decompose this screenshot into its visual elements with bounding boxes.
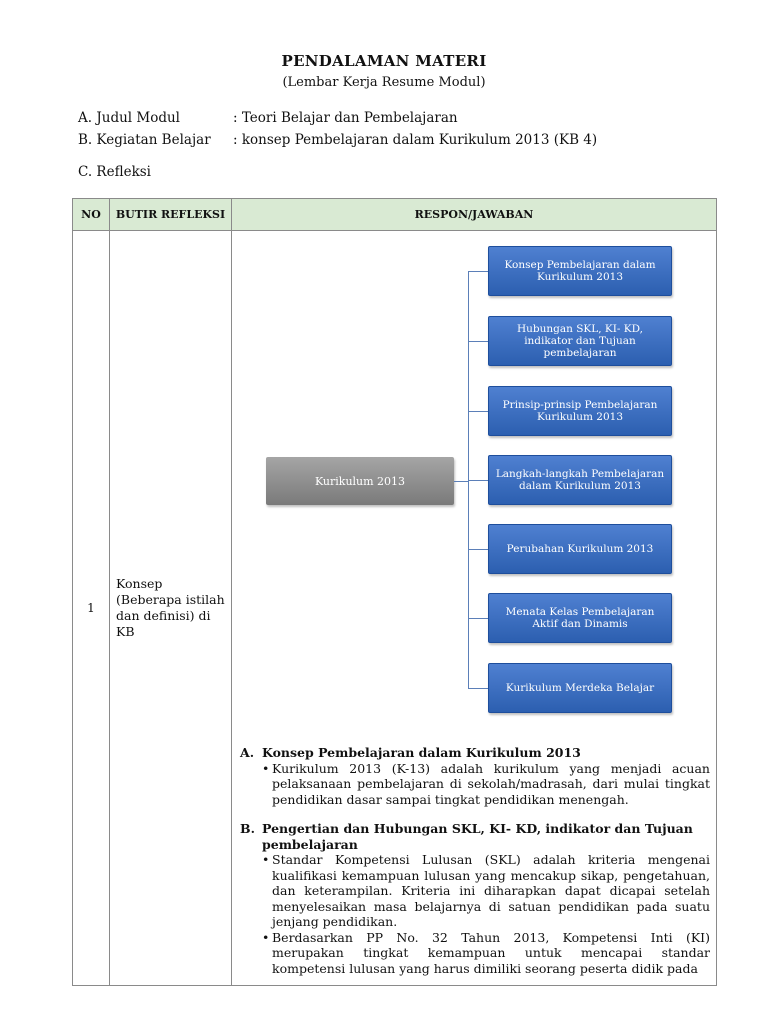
list-item — [262, 930, 710, 977]
section-b-letter: B. — [240, 821, 255, 836]
section-a-letter: A. — [240, 745, 255, 760]
header-respon-jawaban: RESPON/JAWABAN — [232, 199, 717, 231]
diagram-root-node: Kurikulum 2013 — [266, 457, 454, 505]
diagram-connector — [468, 341, 488, 342]
diagram-branch-node: Perubahan Kurikulum 2013 — [488, 524, 672, 574]
list-item — [262, 852, 710, 930]
section-a-bullet-1: Kurikulum 2013 (K-13) adalah kurikulum yang menjadi acuan pelaksanaan pembelajaran di sekolah/madrasah, dari mulai tingkat pendidikan dasar sampai tingkat pendidikan menengah. — [272, 760, 710, 807]
section-a-title: Konsep Pembelajaran dalam Kurikulum 2013 — [262, 745, 581, 760]
diagram-branch-node: Langkah-langkah Pembelajaran dalam Kurikulum 2013 — [488, 455, 672, 505]
diagram-branch-node: Kurikulum Merdeka Belajar — [488, 663, 672, 713]
list-item — [262, 761, 710, 808]
section-b-heading — [240, 821, 710, 852]
diagram-connector — [468, 618, 488, 619]
kegiatan-belajar-value: : konsep Pembelajaran dalam Kurikulum 2013 (KB 4) — [233, 132, 598, 148]
diagram-connector — [468, 549, 488, 550]
header-butir-refleksi: BUTIR REFLEKSI — [110, 199, 232, 231]
judul-modul-row — [78, 110, 458, 126]
refleksi-heading: C. Refleksi — [78, 164, 152, 180]
table-header-row — [73, 199, 717, 231]
diagram-connector — [468, 411, 488, 412]
header-no: NO — [73, 199, 110, 231]
kegiatan-belajar-row — [78, 132, 597, 148]
diagram-connector — [468, 480, 488, 481]
judul-modul-value: : Teori Belajar dan Pembelajaran — [233, 110, 458, 126]
section-a-heading — [240, 745, 710, 761]
diagram-branch-node: Menata Kelas Pembelajaran Aktif dan Dinamis — [488, 593, 672, 643]
diagram-connector — [468, 271, 488, 272]
page-subtitle: (Lembar Kerja Resume Modul) — [282, 75, 486, 90]
table-row — [73, 231, 717, 986]
bullet-icon: • — [262, 760, 270, 776]
diagram-connector — [468, 688, 488, 689]
row-butir: Konsep (Beberapa istilah dan definisi) di KB — [110, 231, 232, 986]
page-title: PENDALAMAN MATERI — [281, 52, 487, 70]
section-b-bullet-2: Berdasarkan PP No. 32 Tahun 2013, Kompetensi Inti (KI) merupakan tingkat kemampuan untuk mencapai standar kompetensi lulusan yang harus dimiliki seorang peserta didik pada — [272, 929, 710, 976]
row-response — [232, 231, 717, 986]
diagram-branch-node: Prinsip-prinsip Pembelajaran Kurikulum 2013 — [488, 386, 672, 436]
section-b-title: Pengertian dan Hubungan SKL, KI- KD, indikator dan Tujuan pembelajaran — [262, 821, 693, 852]
judul-modul-label: A. Judul Modul — [78, 110, 180, 126]
diagram-root-connector — [454, 481, 468, 482]
response-text — [240, 745, 710, 976]
kegiatan-belajar-label: B. Kegiatan Belajar — [78, 132, 211, 148]
diagram-branch-node: Konsep Pembelajaran dalam Kurikulum 2013 — [488, 246, 672, 296]
bullet-icon: • — [262, 852, 270, 867]
diagram-branch-node: Hubungan SKL, KI- KD, indikator dan Tujuan pembelajaran — [488, 316, 672, 366]
section-b-bullet-1: Standar Kompetensi Lulusan (SKL) adalah kriteria mengenai kualifikasi kemampuan lulusan yang mencakup sikap, pengetahuan, dan keterampilan. Kriteria ini diharapkan dapat dicapai setelah menyelesaikan masa belajarnya di satuan pendidikan pada suatu jenjang pendidikan. — [272, 852, 710, 929]
reflection-table — [72, 198, 717, 986]
row-number: 1 — [73, 231, 110, 986]
bullet-icon: • — [262, 929, 270, 945]
